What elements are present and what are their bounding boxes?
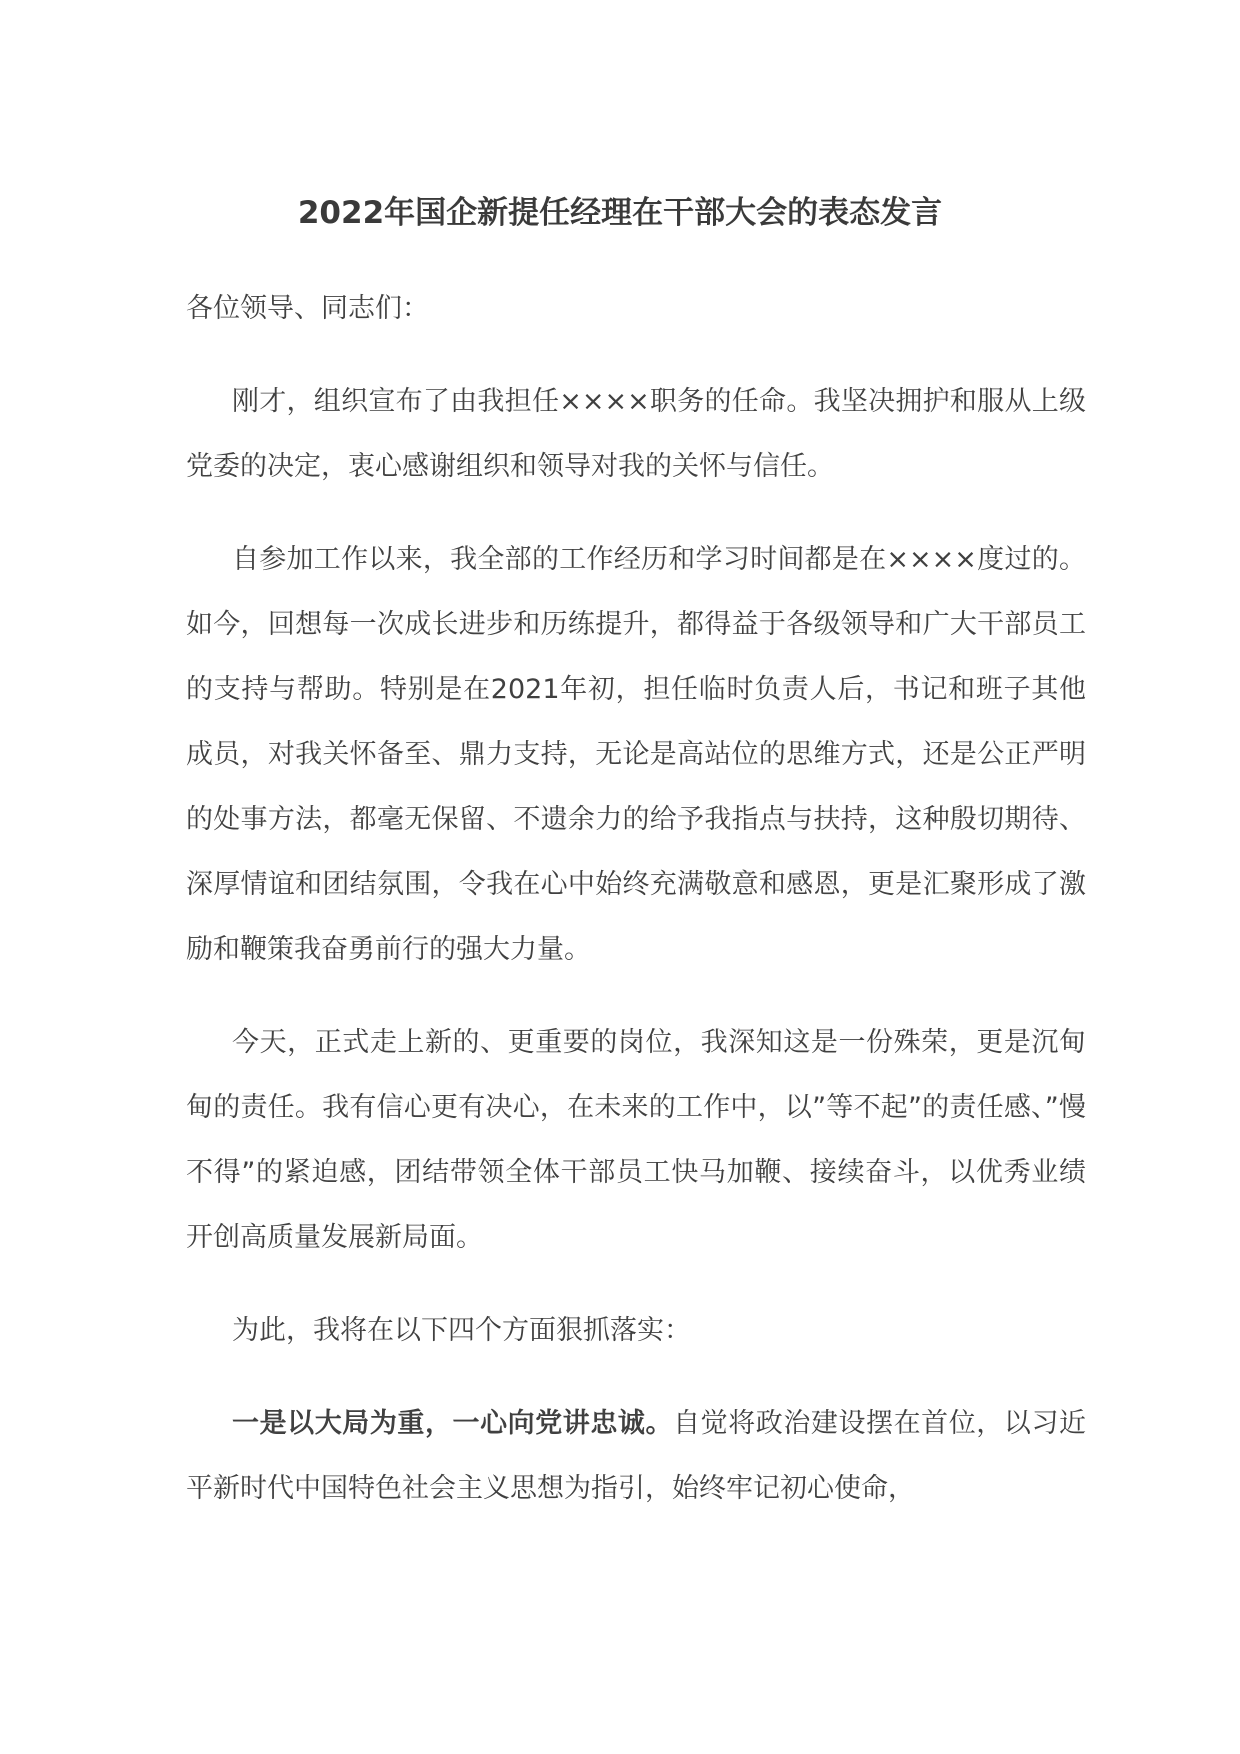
point-one-lead: 一是以大局为重，一心向党讲忠诚。 — [232, 1408, 674, 1439]
paragraph-four-aspects: 为此，我将在以下四个方面狠抓落实： — [232, 1315, 691, 1346]
point-one-text: 自觉将政治建设摆在首位，以习近平新时代中国特色社会主义思想为指引，始终牢记初心使命， — [186, 1408, 1087, 1504]
paragraph-commitment: 今天，正式走上新的、更重要的岗位，我深知这是一份殊荣，更是沉甸甸的责任。我有信心更有决心，在未来的工作中，以”等不起”的责任感、”慢不得”的紧迫感，团结带领全体干部员工快马加鞭、接续奋斗，以优秀业绩开创高质量发展新局面。 — [186, 1027, 1086, 1253]
document-body — [186, 276, 1086, 1549]
greeting: 各位领导、同志们： — [186, 293, 429, 324]
paragraph-experience: 自参加工作以来，我全部的工作经历和学习时间都是在××××度过的。如今，回想每一次成长进步和历练提升，都得益于各级领导和广大干部员工的支持与帮助。特别是在2021年初，担任临时负责人后，书记和班子其他成员，对我关怀备至、鼎力支持，无论是高站位的思维方式，还是公正严明的处事方法，都毫无保留、不遗余力的给予我指点与扶持，这种殷切期待、深厚情谊和团结氛围，令我在心中始终充满敬意和感恩，更是汇聚形成了激励和鞭策我奋勇前行的强大力量。 — [186, 544, 1086, 965]
document-title: 2022年国企新提任经理在干部大会的表态发言 — [297, 195, 943, 231]
paragraph-point-one — [186, 1391, 1086, 1521]
paragraph-appointment: 刚才，组织宣布了由我担任××××职务的任命。我坚决拥护和服从上级党委的决定，衷心感谢组织和领导对我的关怀与信任。 — [186, 386, 1086, 482]
